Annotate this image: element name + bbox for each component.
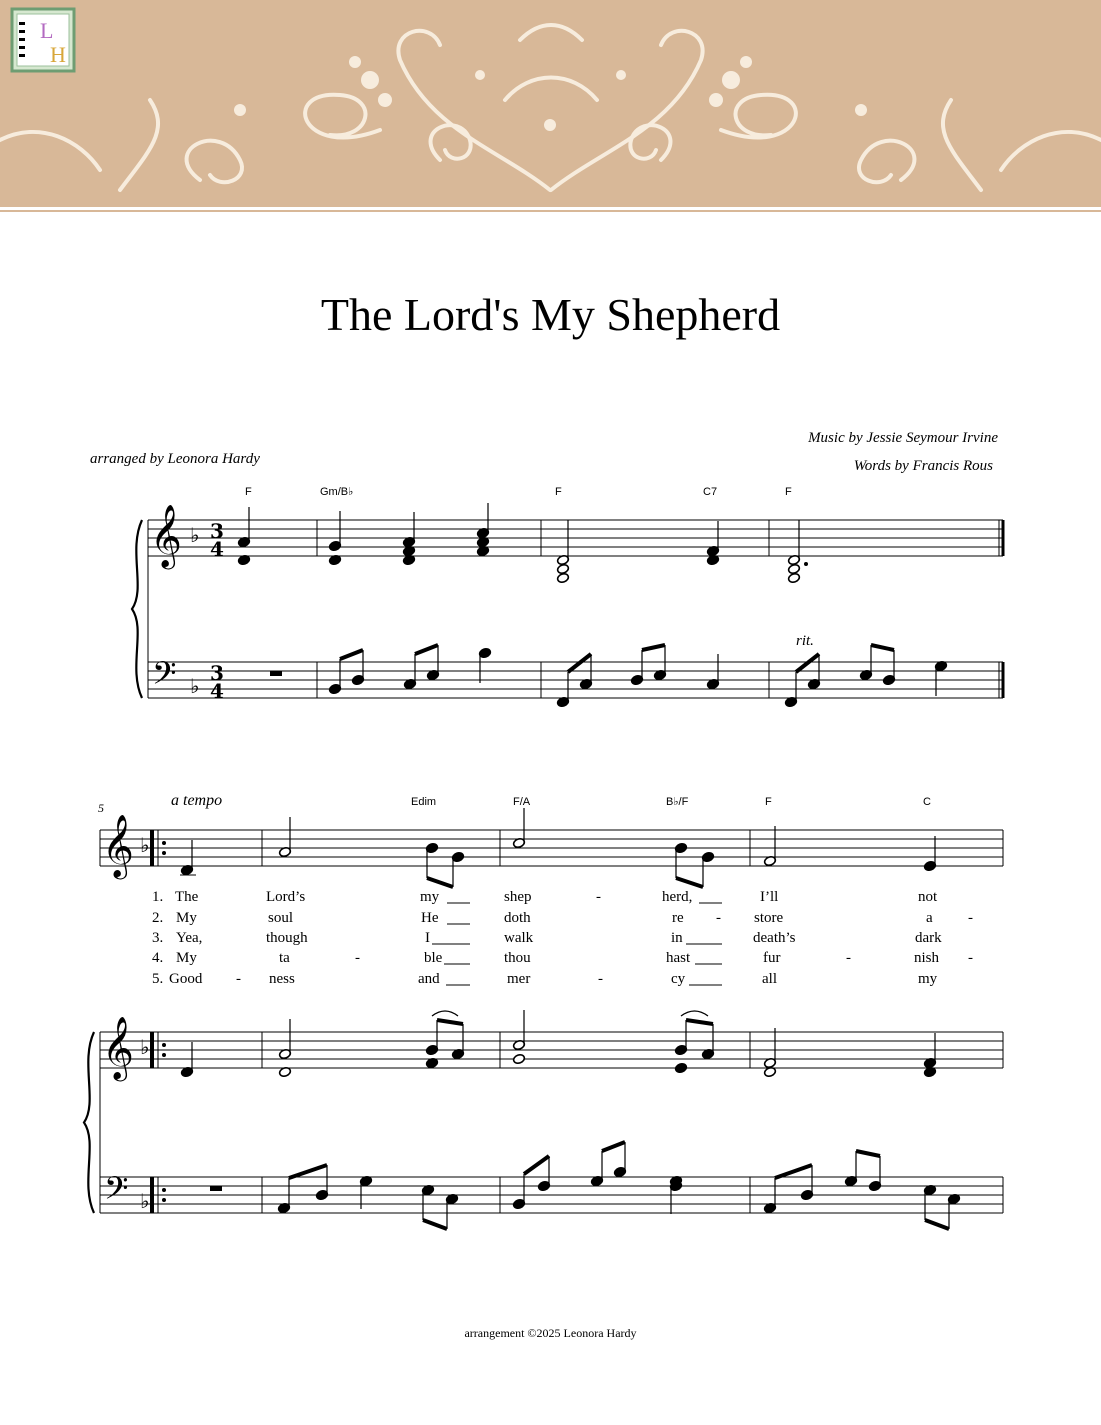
flat-icon: ♭	[140, 1189, 150, 1213]
note-head	[787, 572, 800, 583]
repeat-dot	[162, 851, 166, 855]
svg-text:hast: hast	[666, 950, 691, 966]
svg-text:not: not	[918, 889, 938, 905]
svg-text:-: -	[236, 971, 241, 987]
svg-text:My: My	[176, 910, 197, 926]
repeat-dot	[162, 1053, 166, 1057]
verse-2	[152, 910, 973, 926]
svg-text:ta: ta	[279, 950, 290, 966]
treble-clef-icon: 𝄞	[102, 1016, 134, 1079]
logo-letter-l: L	[40, 18, 54, 43]
svg-text:all: all	[762, 971, 777, 987]
beam	[427, 878, 453, 887]
chord-symbol: B♭/F	[666, 796, 689, 808]
whole-rest-icon	[270, 671, 282, 676]
svg-text:mer: mer	[507, 971, 531, 987]
copyright-footer: arrangement ©2025 Leonora Hardy	[464, 1326, 637, 1340]
svg-text:store: store	[754, 910, 784, 926]
svg-text:-: -	[596, 889, 601, 905]
svg-text:Lord’s: Lord’s	[266, 889, 306, 905]
tempo-mark: rit.	[796, 633, 814, 649]
verse-3	[152, 930, 942, 946]
chord-symbol: F	[555, 486, 562, 498]
verse-4	[152, 950, 973, 966]
slur	[681, 1011, 708, 1016]
svg-text:dark: dark	[915, 930, 942, 946]
chord-symbol: C7	[703, 486, 718, 498]
svg-text:soul: soul	[268, 910, 294, 926]
music-credit: Music by Jessie Seymour Irvine	[808, 430, 998, 446]
svg-text:-: -	[355, 950, 360, 966]
repeat-dot	[162, 1043, 166, 1047]
svg-text:my: my	[420, 889, 440, 905]
svg-text:a: a	[926, 910, 933, 926]
arranger-credit: arranged by Leonora Hardy	[90, 451, 260, 467]
svg-text:I: I	[425, 930, 430, 946]
logo-letter-h: H	[50, 42, 66, 67]
beam	[568, 654, 591, 672]
beam	[686, 1020, 713, 1024]
treble-clef-icon: 𝄞	[150, 504, 182, 567]
svg-text:4.: 4.	[152, 950, 164, 966]
svg-text:The: The	[175, 889, 199, 905]
chord-symbols-2	[411, 796, 931, 808]
beam	[289, 1165, 327, 1178]
time-signature-icon: 3	[210, 519, 224, 543]
svg-text:-: -	[968, 910, 973, 926]
whole-rest-icon	[210, 1186, 222, 1191]
slur	[432, 1011, 458, 1016]
measure-number: 5	[98, 801, 104, 815]
flat-icon: ♭	[190, 674, 200, 698]
svg-text:doth: doth	[504, 910, 531, 926]
chord-symbol: Gm/B♭	[320, 486, 354, 498]
beam	[856, 1151, 880, 1156]
bass-clef-icon: 𝄢	[104, 1170, 129, 1214]
words-credit: Words by Francis Rous	[853, 458, 993, 474]
note-head	[787, 563, 800, 574]
verse-1	[152, 889, 938, 905]
beam	[524, 1156, 549, 1174]
svg-text:cy: cy	[671, 971, 686, 987]
svg-text:re: re	[672, 910, 684, 926]
chord-symbol: F/A	[513, 796, 531, 808]
chord-symbols-1	[245, 486, 792, 498]
beam	[775, 1165, 812, 1178]
beam	[340, 650, 363, 659]
svg-text:3.: 3.	[152, 930, 164, 946]
svg-text:herd,: herd,	[662, 889, 693, 905]
svg-text:He: He	[421, 910, 439, 926]
beam	[437, 1020, 463, 1024]
beam	[423, 1220, 447, 1229]
beam	[676, 878, 703, 887]
repeat-dot	[162, 841, 166, 845]
beam	[796, 654, 819, 672]
svg-text:nish: nish	[914, 950, 940, 966]
treble-clef-icon: 𝄞	[102, 814, 134, 877]
svg-text:Yea,: Yea,	[176, 930, 203, 946]
repeat-dot	[162, 1198, 166, 1202]
bass-clef-icon: 𝄢	[152, 655, 177, 699]
svg-text:and: and	[418, 971, 440, 987]
svg-text:though: though	[266, 930, 308, 946]
svg-text:my: my	[918, 971, 938, 987]
svg-text:5.: 5.	[152, 971, 164, 987]
time-signature-icon: 4	[210, 537, 224, 561]
note-head	[674, 1062, 687, 1073]
verse-5	[152, 971, 938, 987]
repeat-dot	[162, 1188, 166, 1192]
chord-symbol: F	[245, 486, 252, 498]
time-signature-icon: 4	[210, 679, 224, 703]
svg-text:thou: thou	[504, 950, 531, 966]
svg-text:death’s: death’s	[753, 930, 796, 946]
chord-symbol: F	[765, 796, 772, 808]
brace	[132, 520, 142, 698]
svg-text:1.: 1.	[152, 889, 164, 905]
svg-text:shep: shep	[504, 889, 532, 905]
svg-text:My: My	[176, 950, 197, 966]
note-head	[556, 572, 569, 583]
flat-icon: ♭	[140, 833, 150, 857]
time-signature-icon: 3	[210, 661, 224, 685]
svg-text:-: -	[968, 950, 973, 966]
tempo-mark: a tempo	[171, 792, 223, 809]
chord-symbol: C	[923, 796, 931, 808]
svg-text:I’ll: I’ll	[760, 889, 779, 905]
svg-text:ness: ness	[269, 971, 295, 987]
svg-text:fur: fur	[763, 950, 781, 966]
lyrics	[152, 889, 973, 987]
beam	[602, 1142, 625, 1151]
svg-text:-: -	[716, 910, 721, 926]
chord-symbol: F	[785, 486, 792, 498]
svg-text:in: in	[671, 930, 683, 946]
dot	[804, 562, 808, 566]
chord-symbol: Edim	[411, 796, 437, 808]
flat-icon: ♭	[190, 523, 200, 547]
note-head	[556, 563, 569, 574]
svg-text:-: -	[846, 950, 851, 966]
svg-text:-: -	[598, 971, 603, 987]
beam	[925, 1220, 949, 1229]
beam	[871, 645, 894, 650]
svg-text:Good: Good	[169, 971, 203, 987]
brace	[84, 1032, 94, 1213]
page-title: The Lord's My Shepherd	[320, 289, 781, 340]
svg-text:2.: 2.	[152, 910, 164, 926]
note-head	[512, 1053, 525, 1064]
beam	[415, 645, 438, 654]
beam	[642, 645, 665, 650]
svg-text:walk: walk	[504, 930, 534, 946]
flat-icon: ♭	[140, 1035, 150, 1059]
svg-text:ble: ble	[424, 950, 443, 966]
